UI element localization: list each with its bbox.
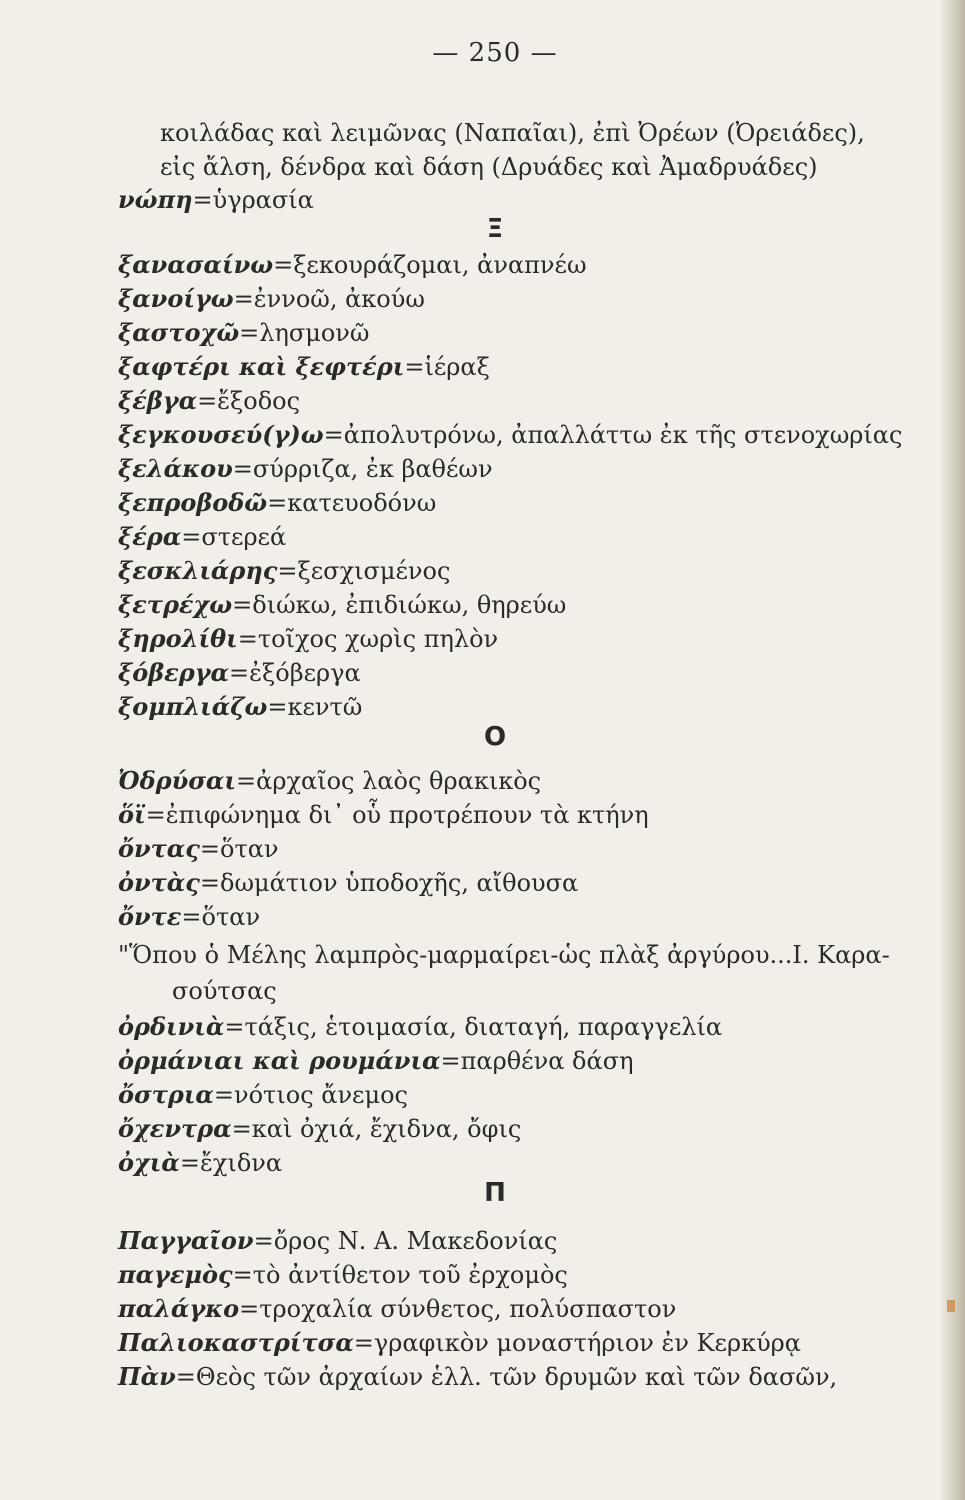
dictionary-entry [118,1114,521,1144]
section-letter-xi: Ξ [486,214,504,244]
entry-definition: =ὅταν [199,835,279,863]
page-edge-mark [947,1300,955,1312]
dictionary-entry [118,658,361,688]
entry-definition: =ἐξόβεργα [229,659,361,687]
entry-definition: =ἀπολυτρόνω, ἀπαλλάττω ἐκ τῆς στενοχωρίας [323,421,903,449]
dictionary-entry [118,1148,282,1178]
entry-definition: =ἐπιφώνημα δι᾽ οὗ προτρέπουν τὰ κτήνη [145,801,649,829]
dictionary-entry [118,318,369,348]
dictionary-entry [118,692,362,722]
entry-definition: =παρθένα δάση [440,1047,634,1075]
dictionary-entry [118,868,578,898]
dictionary-entry [118,1294,676,1324]
dictionary-entry [118,556,450,586]
quote-line: "Ὅπου ὁ Μέλης λαμπρὸς-μαρμαίρει-ὡς πλὰξ ἀργύρου...Ι. Καρα- [118,941,890,969]
entry-term: ὀντὰς [118,868,200,897]
entry-term: ξέρα [118,522,182,551]
entry-definition: =τροχαλία σύνθετος, πολύσπαστον [239,1295,677,1323]
dictionary-entry [118,902,260,932]
entry-term: ὀρμάνιαι καὶ ρουμάνια [118,1046,441,1075]
entry-definition: =ἀρχαῖος λαὸς θρακικὸς [236,767,542,795]
entry-definition: =νότιος ἄνεμος [213,1081,408,1109]
entry-term: Ὀδρύσαι [118,766,237,795]
entry-definition: =δωμάτιον ὑποδοχῆς, αἴθουσα [199,869,579,897]
entry-definition: =ἔχιδνα [179,1149,283,1177]
dictionary-entry [118,624,498,654]
entry-term: Παλιοκαστρίτσα [118,1328,354,1357]
entry-term: ὀχιὰ [118,1148,180,1177]
entry-definition: =διώκω, ἐπιδιώκω, θηρεύω [232,591,567,619]
entry-term: ξανασαίνω [118,250,274,279]
dictionary-entry [118,386,300,416]
entry-term: ξομπλιάζω [118,692,268,721]
entry-definition: =ξεσχισμένος [277,557,451,585]
quote-line: σούτσας [172,977,277,1005]
entry-definition: =στερεά [181,523,287,551]
entry-term: ξεγκουσεύ(γ)ω [118,420,324,449]
entry-term: ὀρδινιὰ [118,1012,225,1041]
entry-term: ξελάκου [118,454,233,483]
entry-definition: =ὅταν [181,903,261,931]
dictionary-entry [118,1046,633,1076]
entry-definition: =Θεὸς τῶν ἀρχαίων ἑλλ. τῶν δρυμῶν καὶ τῶν δασῶν, [175,1363,838,1391]
dictionary-entry [118,284,425,314]
entry-definition: =κεντῶ [267,693,363,721]
entry-definition: =κατευοδόνω [267,489,437,517]
entry-term: ὄντας [118,834,200,863]
dictionary-entry [118,250,587,280]
entry-term: ξηρολίθι [118,624,238,653]
dictionary-entry [118,590,566,620]
entry-definition: =ὄρος Ν. Α. Μακεδονίας [253,1227,558,1255]
entry-definition: =λησμονῶ [239,319,370,347]
intro-line: κοιλάδας καὶ λειμῶνας (Ναπαῖαι), ἐπὶ Ὀρέων (Ὀρειάδες), [160,119,865,147]
dictionary-entry [118,1260,568,1290]
entry-term: Παγγαῖον [118,1226,254,1255]
dictionary-entry [118,1080,408,1110]
dictionary-entry [118,522,286,552]
section-letter-omicron: Ο [483,722,507,752]
entry-definition: =ἔξοδος [197,387,301,415]
entry-definition: =ἐννοῶ, ἀκούω [233,285,425,313]
dictionary-entry [118,185,314,215]
entry-term: ὄστρια [118,1080,214,1109]
entry-definition: =ξεκουράζομαι, ἀναπνέω [273,251,587,279]
dictionary-entry [118,766,541,796]
entry-definition: =σύρριζα, ἐκ βαθέων [232,455,493,483]
entry-term: ὅϊ [118,800,146,829]
dictionary-entry [118,1012,722,1042]
intro-line: εἰς ἄλση, δένδρα καὶ δάση (Δρυάδες καὶ Ἀμαδρυάδες) [160,153,818,181]
dictionary-entry [118,1328,801,1358]
entry-definition: =ἱέραξ [404,353,490,381]
dictionary-entry [118,800,649,830]
entry-definition: =καὶ ὀχιά, ἔχιδνα, ὄφις [231,1115,522,1143]
dictionary-entry [118,352,490,382]
entry-definition: =τοῖχος χωρὶς πηλὸν [237,625,499,653]
entry-term: ὄντε [118,902,182,931]
page-edge [941,0,965,1500]
entry-term: ξέβγα [118,386,198,415]
section-letter-pi: Π [484,1178,506,1208]
entry-term: παλάγκο [118,1294,240,1323]
entry-term: ξαστοχῶ [118,318,240,347]
entry-definition: =τάξις, ἑτοιμασία, διαταγή, παραγγελία [224,1013,723,1041]
dictionary-entry [118,1362,837,1392]
entry-term: παγεμὸς [118,1260,233,1289]
dictionary-entry [118,1226,557,1256]
entry-definition: =γραφικὸν μοναστήριον ἐν Κερκύρᾳ [353,1329,801,1357]
entry-term: ξετρέχω [118,590,233,619]
dictionary-entry [118,454,493,484]
entry-definition: =τὸ ἀντίθετον τοῦ ἐρχομὸς [232,1261,568,1289]
entry-definition: =ὑγρασία [192,186,314,214]
page-number: — 250 — [432,38,558,68]
entry-term: ξανοίγω [118,284,234,313]
entry-term: ξεπροβοδῶ [118,488,268,517]
entry-term: ὄχεντρα [118,1114,232,1143]
entry-term: ξόβεργα [118,658,230,687]
entry-term: ξαφτέρι καὶ ξεφτέρι [118,352,405,381]
entry-term: νώπη [118,185,193,214]
dictionary-entry [118,834,279,864]
entry-term: ξεσκλιάρης [118,556,278,585]
entry-term: Πὰν [118,1362,176,1391]
dictionary-entry [118,420,902,450]
dictionary-entry [118,488,436,518]
